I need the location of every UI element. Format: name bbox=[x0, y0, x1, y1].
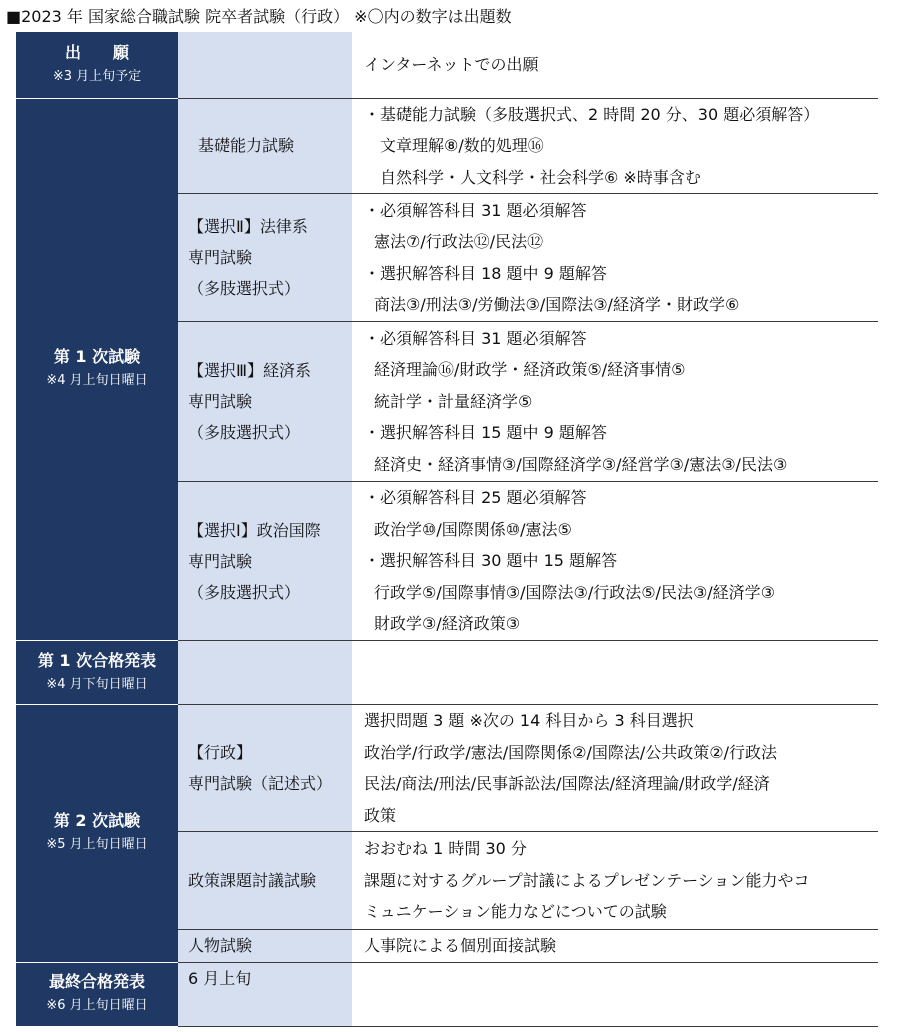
first-pass-header bbox=[16, 641, 178, 705]
personal-label bbox=[178, 930, 352, 963]
label-line: 【選択Ⅱ】法律系 bbox=[188, 217, 308, 236]
content-line: 政治学/行政学/憲法/国際関係②/国際法/公共政策②/行政法 bbox=[364, 742, 778, 762]
row-first-pass bbox=[16, 641, 878, 705]
content-line: 文章理解⑧/数的処理⑯ bbox=[380, 136, 544, 155]
politics-content bbox=[352, 482, 878, 641]
second-exam-date: ※5 月上旬日曜日 bbox=[46, 837, 148, 853]
application-title: 出 願 bbox=[64, 42, 129, 62]
content-line: ・選択解答科目 15 題中 9 題解答 bbox=[364, 423, 607, 443]
content-line: 憲法⑦/行政法⑫/民法⑫ bbox=[374, 232, 544, 251]
content-line: ・必須解答科目 31 題必須解答 bbox=[364, 200, 587, 220]
final-pass-title: 最終合格発表 bbox=[48, 972, 145, 991]
personal-label-text: 人物試験 bbox=[188, 936, 253, 956]
content-line: 経済史・経済事情③/国際経済学③/経営学③/憲法③/民法③ bbox=[374, 454, 788, 474]
label-line: （多肢選択式） bbox=[188, 582, 301, 602]
first-exam-header bbox=[16, 98, 178, 641]
content-line: 課題に対するグループ討議によるプレゼンテーション能力やコ bbox=[364, 870, 810, 890]
first-pass-mid bbox=[178, 641, 352, 705]
row-application bbox=[16, 32, 878, 98]
politics-label bbox=[178, 482, 352, 641]
label-line: 専門試験 bbox=[188, 248, 253, 267]
basic-label-text: 基礎能力試験 bbox=[198, 136, 295, 156]
label-line: （多肢選択式） bbox=[188, 279, 301, 298]
policy-label-text: 政策課題討議試験 bbox=[188, 871, 317, 890]
admin-content bbox=[352, 705, 878, 832]
personal-content bbox=[352, 930, 878, 963]
final-pass-date: ※6 月上旬日曜日 bbox=[46, 998, 148, 1013]
content-line: 政策 bbox=[364, 805, 397, 825]
application-content bbox=[352, 32, 878, 98]
row-final-pass bbox=[16, 962, 878, 1026]
label-line: 専門試験 bbox=[188, 551, 253, 571]
content-line: おおむね 1 時間 30 分 bbox=[364, 839, 527, 859]
content-line: 統計学・計量経済学⑤ bbox=[374, 391, 533, 411]
content-line: ・選択解答科目 30 題中 15 題解答 bbox=[364, 551, 618, 571]
label-line: 【行政】 bbox=[188, 743, 253, 762]
personal-content-text: 人事院による個別面接試験 bbox=[364, 936, 557, 955]
row-first-basic bbox=[16, 98, 878, 194]
final-pass-month: 6 月上旬 bbox=[188, 968, 252, 988]
second-exam-title: 第 2 次試験 bbox=[53, 811, 141, 831]
policy-label bbox=[178, 832, 352, 930]
application-header bbox=[16, 32, 178, 98]
final-pass-header bbox=[16, 962, 178, 1026]
first-exam-date: ※4 月上旬日曜日 bbox=[46, 373, 148, 389]
label-line: 専門試験 bbox=[188, 392, 253, 411]
content-line: 民法/商法/刑法/民事訴訟法/国際法/経済理論/財政学/経済 bbox=[364, 774, 770, 793]
law-content bbox=[352, 194, 878, 322]
econ-label bbox=[178, 322, 352, 482]
content-line: ・基礎能力試験（多肢選択式、2 時間 20 分、30 題必須解答） bbox=[364, 104, 820, 124]
page-title: ■2023 年 国家総合職試験 院卒者試験（行政） ※〇内の数字は出題数 bbox=[6, 7, 512, 26]
content-line: ミュニケーション能力などについての試験 bbox=[364, 902, 667, 922]
final-pass-mid bbox=[178, 962, 352, 1026]
content-line: 選択問題 3 題 ※次の 14 科目から 3 科目選択 bbox=[364, 711, 694, 730]
first-pass-title: 第 1 次合格発表 bbox=[37, 650, 157, 670]
basic-label bbox=[178, 98, 352, 194]
content-line: ・必須解答科目 25 題必須解答 bbox=[364, 488, 587, 508]
content-line: 政治学⑩/国際関係⑩/憲法⑤ bbox=[374, 519, 572, 539]
label-line: 【選択Ⅲ】経済系 bbox=[188, 361, 312, 380]
content-line: 財政学③/経済政策③ bbox=[374, 614, 521, 634]
law-label bbox=[178, 194, 352, 322]
econ-content bbox=[352, 322, 878, 482]
final-pass-content bbox=[352, 962, 878, 1026]
content-line: 経済理論⑯/財政学・経済政策⑤/経済事情⑤ bbox=[374, 360, 686, 380]
basic-content bbox=[352, 98, 878, 194]
policy-content bbox=[352, 832, 878, 930]
exam-schedule-table bbox=[16, 32, 878, 1027]
content-line: 自然科学・人文科学・社会科学⑥ ※時事含む bbox=[380, 167, 701, 187]
first-pass-content bbox=[352, 641, 878, 705]
first-exam-title: 第 1 次試験 bbox=[53, 347, 141, 367]
content-line: 行政学⑤/国際事情③/国際法③/行政法⑤/民法③/経済学③ bbox=[374, 582, 776, 602]
content-line: ・必須解答科目 31 題必須解答 bbox=[364, 328, 587, 348]
admin-label bbox=[178, 705, 352, 832]
application-method: インターネットでの出願 bbox=[364, 55, 539, 74]
application-date: ※3 月上旬予定 bbox=[52, 68, 142, 84]
application-mid bbox=[178, 32, 352, 98]
content-line: ・選択解答科目 18 題中 9 題解答 bbox=[364, 263, 607, 283]
second-exam-header bbox=[16, 705, 178, 963]
first-pass-date: ※4 月下旬日曜日 bbox=[46, 676, 148, 692]
row-second-admin bbox=[16, 705, 878, 832]
label-line: 専門試験（記述式） bbox=[188, 774, 333, 793]
label-line: （多肢選択式） bbox=[188, 423, 301, 442]
content-line: 商法③/刑法③/労働法③/国際法③/経済学・財政学⑥ bbox=[374, 295, 740, 314]
label-line: 【選択Ⅰ】政治国際 bbox=[188, 520, 321, 540]
